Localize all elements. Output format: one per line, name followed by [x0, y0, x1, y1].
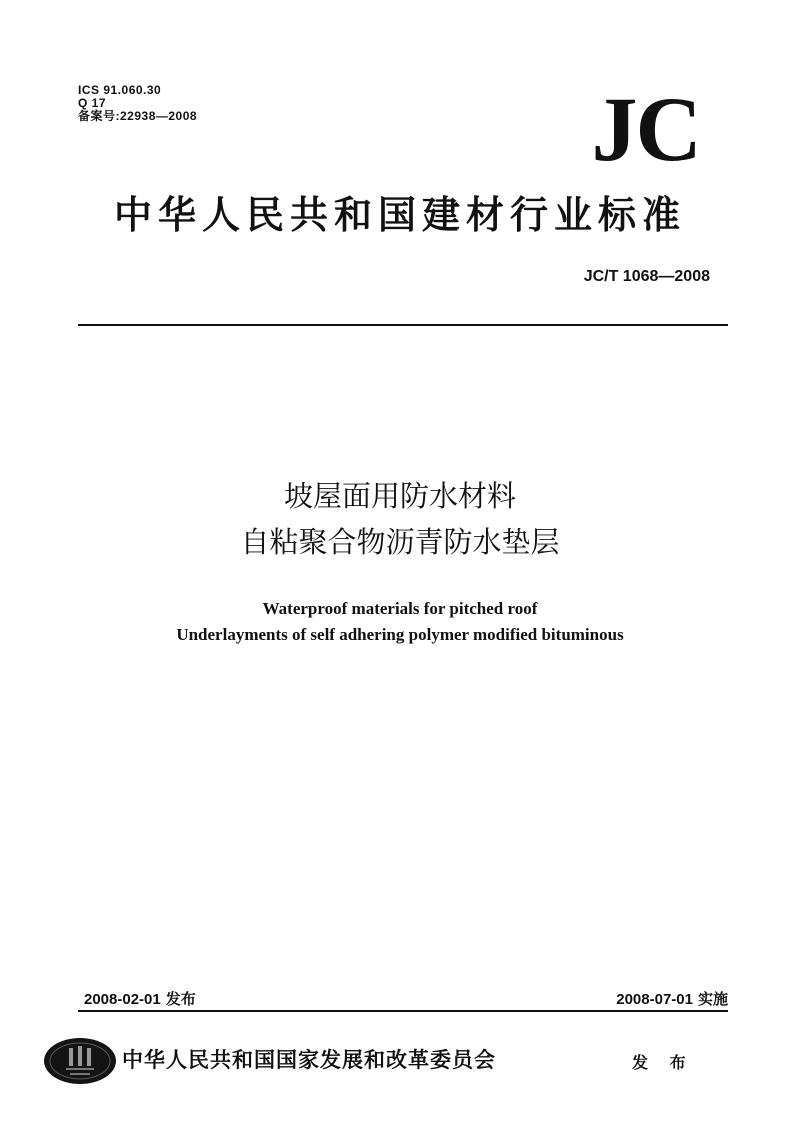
issue-label: 发布 [165, 990, 196, 1008]
document-metadata [78, 84, 197, 123]
ndrc-emblem-icon [42, 1036, 118, 1086]
chinese-title-line-1: 坡屋面用防水材料 [283, 479, 516, 513]
top-divider [78, 324, 728, 326]
ics-code: ICS 91.060.30 [78, 83, 162, 97]
issue-date-block [84, 988, 196, 1009]
implementation-date: 2008-07-01 [616, 991, 693, 1008]
bottom-divider [78, 1010, 728, 1012]
jc-logo: JC [591, 78, 700, 180]
classification-code: Q 17 [78, 96, 107, 110]
implementation-label: 实施 [697, 990, 728, 1008]
english-title-line-1: Waterproof materials for pitched roof [262, 599, 538, 618]
industry-standard-title: 中华人民共和国建材行业标准 [113, 192, 686, 237]
standard-number: JC/T 1068—2008 [583, 268, 710, 285]
issue-date: 2008-02-01 [84, 991, 161, 1008]
issuing-authority: 中华人民共和国国家发展和改革委员会 [122, 1047, 496, 1072]
record-number: 备案号:22938—2008 [78, 109, 198, 123]
publish-label: 发 布 [632, 1053, 694, 1072]
implementation-date-block [616, 988, 728, 1009]
english-title-line-2: Underlayments of self adhering polymer modified bituminous [176, 625, 624, 644]
chinese-title-line-2: 自粘聚合物沥青防水垫层 [240, 525, 560, 559]
